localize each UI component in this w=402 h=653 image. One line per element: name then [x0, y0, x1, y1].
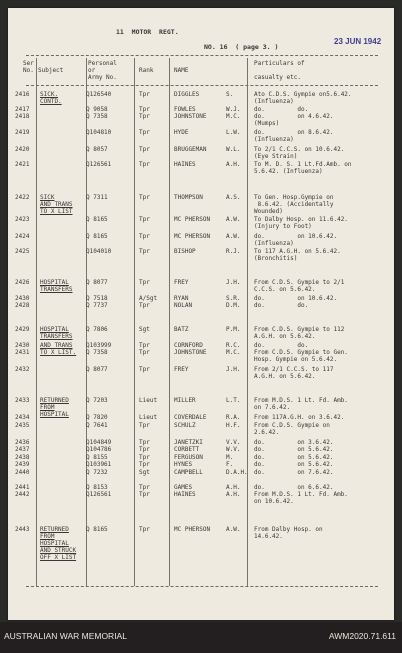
- cell-ser: 2430: [15, 295, 30, 302]
- cell-no: Q 7311: [86, 194, 108, 201]
- cell-rank: Tpr: [139, 161, 150, 168]
- cell-init: V.V.: [226, 439, 241, 446]
- column-divider: [247, 58, 248, 586]
- cell-init: J.H.: [226, 279, 241, 286]
- cell-name: FERGUSON: [174, 454, 203, 461]
- cell-no: Q104849: [86, 439, 112, 446]
- cell-name: JOHNSTONE: [174, 113, 207, 120]
- cell-subj: RETURNED FROM HOSPITAL: [40, 397, 69, 418]
- footer-accession-number: AWM2020.71.611: [328, 631, 396, 641]
- archive-footer: [0, 622, 402, 653]
- document-page: [8, 8, 394, 620]
- cell-no: Q 8165: [86, 526, 108, 533]
- cell-rank: Tpr: [139, 233, 150, 240]
- cell-init: J.H.: [226, 366, 241, 373]
- cell-part: From Dalby Hosp. on 14.6.42.: [254, 526, 323, 540]
- cell-rank: Lieut: [139, 397, 158, 404]
- cell-part: do. on 5.6.42.: [254, 446, 334, 453]
- cell-rank: Tpr: [139, 216, 150, 223]
- footer-institution: AUSTRALIAN WAR MEMORIAL: [4, 631, 127, 641]
- cell-ser: 2442: [15, 491, 30, 498]
- cell-name: MC PHERSON: [174, 526, 211, 533]
- cell-init: A.H.: [226, 484, 241, 491]
- cell-init: M.: [226, 454, 234, 461]
- cell-rank: Tpr: [139, 146, 150, 153]
- cell-ser: 2431: [15, 349, 30, 356]
- cell-no: Q 8165: [86, 216, 108, 223]
- cell-name: COVERDALE: [174, 414, 207, 421]
- cell-no: Q103961: [86, 461, 112, 468]
- column-divider: [134, 58, 135, 586]
- cell-rank: Tpr: [139, 446, 150, 453]
- cell-rank: Tpr: [139, 129, 150, 136]
- cell-init: F.: [226, 461, 234, 468]
- cell-ser: 2432: [15, 366, 30, 373]
- cell-no: Q 9058: [86, 106, 108, 113]
- cell-name: NOLAN: [174, 302, 193, 309]
- cell-ser: 2424: [15, 233, 30, 240]
- col-header-personal-no: Personal or Army No.: [88, 60, 117, 81]
- cell-part: From C.D.S. Gympie to Gen. Hosp. Gympie on 5.6.42.: [254, 349, 348, 363]
- cell-name: MILLER: [174, 397, 196, 404]
- cell-ser: 2440: [15, 469, 30, 476]
- table-rule-end: [26, 586, 378, 587]
- cell-rank: Tpr: [139, 279, 150, 286]
- cell-no: Q 8057: [86, 146, 108, 153]
- cell-no: Q 7203: [86, 397, 108, 404]
- cell-name: MC PHERSON: [174, 216, 211, 223]
- cell-no: Q 7518: [86, 295, 108, 302]
- cell-rank: Tpr: [139, 91, 150, 98]
- cell-rank: A/Sgt: [139, 295, 158, 302]
- cell-rank: Tpr: [139, 349, 150, 356]
- cell-part: do. do.: [254, 106, 309, 113]
- cell-name: BATZ: [174, 326, 189, 333]
- cell-no: Q 7737: [86, 302, 108, 309]
- cell-subj: HOSPITAL TRANSFERS: [40, 326, 73, 340]
- cell-rank: Tpr: [139, 113, 150, 120]
- cell-ser: 2439: [15, 461, 30, 468]
- cell-part: do. do.: [254, 342, 309, 349]
- cell-name: HYDE: [174, 129, 189, 136]
- cell-ser: 2435: [15, 422, 30, 429]
- cell-name: BRUGGEMAN: [174, 146, 207, 153]
- column-divider: [169, 58, 170, 586]
- cell-ser: 2425: [15, 248, 30, 255]
- cell-name: SCHULZ: [174, 422, 196, 429]
- cell-no: Q 8153: [86, 484, 108, 491]
- date-stamp: 23 JUN 1942: [334, 37, 382, 46]
- cell-no: Q104010: [86, 248, 112, 255]
- cell-name: HAINES: [174, 161, 196, 168]
- cell-part: do. do.: [254, 302, 309, 309]
- cell-init: P.M.: [226, 326, 241, 333]
- cell-part: To Gen. Hosp.Gympie on 8.6.42. (Accidentally Wounded): [254, 194, 334, 215]
- cell-no: Q103999: [86, 342, 112, 349]
- cell-part: do. on 10.6.42.: [254, 295, 338, 302]
- cell-ser: 2436: [15, 439, 30, 446]
- cell-rank: Tpr: [139, 439, 150, 446]
- cell-name: HYNES: [174, 461, 193, 468]
- cell-no: Q 7358: [86, 113, 108, 120]
- cell-init: R.J.: [226, 248, 241, 255]
- cell-rank: Tpr: [139, 461, 150, 468]
- cell-name: JOHNSTONE: [174, 349, 207, 356]
- col-header-subject: Subject: [38, 67, 64, 74]
- cell-rank: Tpr: [139, 302, 150, 309]
- cell-name: DIGGLES: [174, 91, 200, 98]
- cell-no: Q 7806: [86, 326, 108, 333]
- cell-part: Ato C.D.S. Gympie on5.6.42. (Influenza): [254, 91, 352, 105]
- cell-part: From 2/1 C.C.S. to 117 A.G.H. on 5.6.42.: [254, 366, 334, 380]
- cell-rank: Tpr: [139, 484, 150, 491]
- header-rule-bottom: [26, 85, 378, 86]
- cell-init: W.J.: [226, 106, 241, 113]
- cell-part: From C.D.S. Gympie to 2/1 C.C.S. on 5.6.42.: [254, 279, 345, 293]
- cell-init: D.A.H.: [226, 469, 248, 476]
- cell-no: Q126561: [86, 161, 112, 168]
- cell-rank: Tpr: [139, 454, 150, 461]
- cell-no: Q 8155: [86, 454, 108, 461]
- column-divider: [36, 58, 37, 586]
- cell-no: Q 7358: [86, 349, 108, 356]
- cell-ser: 2420: [15, 146, 30, 153]
- cell-part: do. on 7.6.42.: [254, 469, 334, 476]
- cell-name: CAMPBELL: [174, 469, 203, 476]
- cell-subj: AND TRANS: [40, 342, 73, 349]
- cell-init: D.M.: [226, 302, 241, 309]
- cell-name: GAMES: [174, 484, 193, 491]
- cell-part: do. on 10.6.42. (Influenza): [254, 233, 338, 247]
- cell-ser: 2417: [15, 106, 30, 113]
- cell-rank: Tpr: [139, 342, 150, 349]
- cell-init: M.C.: [226, 113, 241, 120]
- cell-ser: 2423: [15, 216, 30, 223]
- cell-ser: 2434: [15, 414, 30, 421]
- cell-part: From M.D.S. 1 Lt. Fd. Amb. on 7.6.42.: [254, 397, 348, 411]
- cell-no: Q 7641: [86, 422, 108, 429]
- cell-part: From M.D.S. 1 Lt. Fd. Amb. on 10.6.42.: [254, 491, 348, 505]
- cell-init: S.: [226, 91, 234, 98]
- col-header-serial: Ser No.: [23, 60, 34, 74]
- cell-part: do. on 8.6.42. (Influenza): [254, 129, 334, 143]
- cell-init: A.W.: [226, 216, 241, 223]
- cell-name: JANETZKI: [174, 439, 203, 446]
- cell-subj: SICK. CONTD.: [40, 91, 62, 105]
- cell-no: Q 8077: [86, 279, 108, 286]
- cell-rank: Sgt: [139, 469, 150, 476]
- column-divider: [86, 58, 87, 586]
- cell-ser: 2418: [15, 113, 30, 120]
- document-number: NO. 16 ( page 3. ): [204, 43, 279, 51]
- cell-init: R.A.: [226, 414, 241, 421]
- cell-rank: Tpr: [139, 106, 150, 113]
- cell-name: MC PHERSON: [174, 233, 211, 240]
- cell-init: R.C.: [226, 342, 241, 349]
- cell-rank: Tpr: [139, 194, 150, 201]
- cell-name: FREY: [174, 366, 189, 373]
- cell-name: HAINES: [174, 491, 196, 498]
- cell-name: THOMPSON: [174, 194, 203, 201]
- cell-no: Q 8077: [86, 366, 108, 373]
- cell-part: do. on 4.6.42. (Mumps): [254, 113, 334, 127]
- cell-ser: 2422: [15, 194, 30, 201]
- cell-part: do. on 5.6.42.: [254, 454, 334, 461]
- cell-part: To 2/1 C.C.S. on 10.6.42. (Eye Strain): [254, 146, 345, 160]
- cell-subj: TO X LIST.: [40, 349, 77, 356]
- col-header-particulars: Particulars of casualty etc.: [254, 60, 305, 81]
- cell-part: To Dalby Hosp. on 11.6.42. (Injury to Foot): [254, 216, 348, 230]
- cell-init: W.L.: [226, 146, 241, 153]
- cell-init: M.C.: [226, 349, 241, 356]
- cell-init: A.H.: [226, 491, 241, 498]
- cell-rank: Tpr: [139, 526, 150, 533]
- cell-part: From 117A.G.H. on 3.6.42.: [254, 414, 345, 421]
- cell-subj: RETURNED FROM HOSPITAL AND STRUCK OFF X LIST: [40, 526, 77, 561]
- col-header-name: NAME: [174, 67, 189, 74]
- cell-ser: 2426: [15, 279, 30, 286]
- cell-rank: Tpr: [139, 422, 150, 429]
- cell-ser: 2441: [15, 484, 30, 491]
- cell-rank: Tpr: [139, 366, 150, 373]
- cell-ser: 2421: [15, 161, 30, 168]
- cell-name: FREY: [174, 279, 189, 286]
- cell-name: FOWLES: [174, 106, 196, 113]
- cell-no: Q104786: [86, 446, 112, 453]
- cell-name: CORBETT: [174, 446, 200, 453]
- cell-part: From C.D.S. Gympie to 112 A.G.H. on 5.6.42.: [254, 326, 345, 340]
- cell-rank: Sgt: [139, 326, 150, 333]
- cell-subj: SICK AND TRANS TO X LIST: [40, 194, 73, 215]
- cell-name: BISHOP: [174, 248, 196, 255]
- cell-part: do. on 3.6.42.: [254, 439, 334, 446]
- cell-ser: 2428: [15, 302, 30, 309]
- cell-rank: Tpr: [139, 248, 150, 255]
- cell-ser: 2429: [15, 326, 30, 333]
- cell-init: A.W.: [226, 526, 241, 533]
- cell-init: L.T.: [226, 397, 241, 404]
- cell-ser: 2438: [15, 454, 30, 461]
- cell-rank: Lieut: [139, 414, 158, 421]
- cell-init: A.H.: [226, 161, 241, 168]
- cell-name: CORNFORD: [174, 342, 203, 349]
- cell-init: S.R.: [226, 295, 241, 302]
- col-header-rank: Rank: [139, 67, 154, 74]
- cell-part: To M. D. S. 1 Lt.Fd.Amb. on 5.6.42. (Influenza): [254, 161, 352, 175]
- cell-no: Q126561: [86, 491, 112, 498]
- cell-ser: 2419: [15, 129, 30, 136]
- cell-no: Q126540: [86, 91, 112, 98]
- cell-part: From C.D.S. Gympie on 2.6.42.: [254, 422, 330, 436]
- cell-init: H.F.: [226, 422, 241, 429]
- cell-init: L.W.: [226, 129, 241, 136]
- cell-part: do. on 5.6.42.: [254, 461, 334, 468]
- cell-ser: 2430: [15, 342, 30, 349]
- cell-init: W.V.: [226, 446, 241, 453]
- cell-name: RYAN: [174, 295, 189, 302]
- cell-no: Q 7232: [86, 469, 108, 476]
- unit-title: 11 MOTOR REGT.: [116, 28, 179, 36]
- cell-part: do. on 6.6.42.: [254, 484, 334, 491]
- cell-ser: 2437: [15, 446, 30, 453]
- cell-part: To 117 A.G.H. on 5.6.42. (Bronchitis): [254, 248, 341, 262]
- cell-ser: 2443: [15, 526, 30, 533]
- cell-no: Q104810: [86, 129, 112, 136]
- cell-init: A.W.: [226, 233, 241, 240]
- cell-ser: 2416: [15, 91, 30, 98]
- cell-ser: 2433: [15, 397, 30, 404]
- header-rule-top: [26, 55, 378, 56]
- cell-no: Q 7820: [86, 414, 108, 421]
- cell-subj: HOSPITAL TRANSFERS: [40, 279, 73, 293]
- cell-no: Q 8165: [86, 233, 108, 240]
- cell-rank: Tpr: [139, 491, 150, 498]
- cell-init: A.S.: [226, 194, 241, 201]
